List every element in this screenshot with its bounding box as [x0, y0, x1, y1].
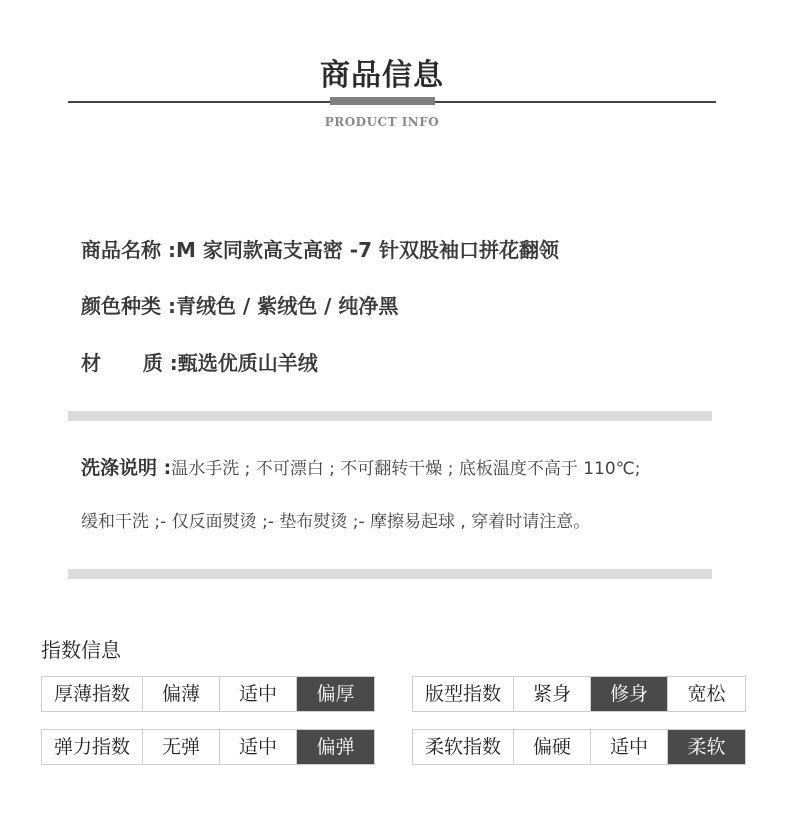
index-title: 指数信息 [41, 638, 121, 662]
page-subtitle: PRODUCT INFO [324, 115, 440, 129]
info-row-colors [81, 290, 398, 319]
info-row-product-name [81, 234, 559, 263]
info-row-material [81, 347, 318, 376]
care-text: 温水手洗 ; 不可漂白 ; 不可翻转干燥 ; 底板温度不高于 110℃; [171, 459, 641, 479]
scale-option-selected: 偏厚 [297, 677, 374, 711]
scale-option: 偏硬 [514, 730, 591, 764]
scale-option: 适中 [220, 677, 297, 711]
title-divider-accent [330, 97, 435, 105]
scale-thickness [41, 676, 375, 712]
info-label: 颜色种类 : [81, 294, 176, 318]
scale-name: 版型指数 [413, 677, 514, 711]
scale-option-selected: 修身 [591, 677, 668, 711]
care-line-2: 缓和干洗 ;- 仅反面熨烫 ;- 垫布熨烫 ;- 摩擦易起球 , 穿着时请注意。 [81, 512, 591, 532]
info-label: 材 质 : [81, 351, 178, 375]
scale-option: 无弹 [143, 730, 220, 764]
scale-option: 宽松 [687, 683, 726, 705]
scale-fit [412, 676, 746, 712]
scale-option: 紧身 [514, 677, 591, 711]
scale-softness [412, 729, 746, 765]
scale-name: 柔软指数 [413, 730, 514, 764]
info-label: 商品名称 : [81, 238, 176, 262]
page-title: 商品信息 [320, 58, 444, 93]
scale-option: 适中 [591, 730, 668, 764]
care-label: 洗涤说明 : [81, 457, 172, 479]
info-value: M 家同款高支高密 -7 针双股袖口拼花翻领 [175, 238, 559, 262]
info-value: 青绒色 / 紫绒色 / 纯净黑 [175, 294, 399, 318]
care-line-1 [81, 453, 641, 480]
info-value: 甄选优质山羊绒 [177, 351, 318, 375]
section-divider-top [68, 411, 712, 421]
scale-name: 厚薄指数 [42, 677, 143, 711]
scale-name: 弹力指数 [42, 730, 143, 764]
section-divider-bottom [68, 569, 712, 579]
scale-option: 适中 [220, 730, 297, 764]
scale-option-selected: 柔软 [668, 730, 745, 764]
scale-option: 偏薄 [143, 677, 220, 711]
scale-elasticity [41, 729, 375, 765]
scale-option-selected: 偏弹 [297, 730, 374, 764]
